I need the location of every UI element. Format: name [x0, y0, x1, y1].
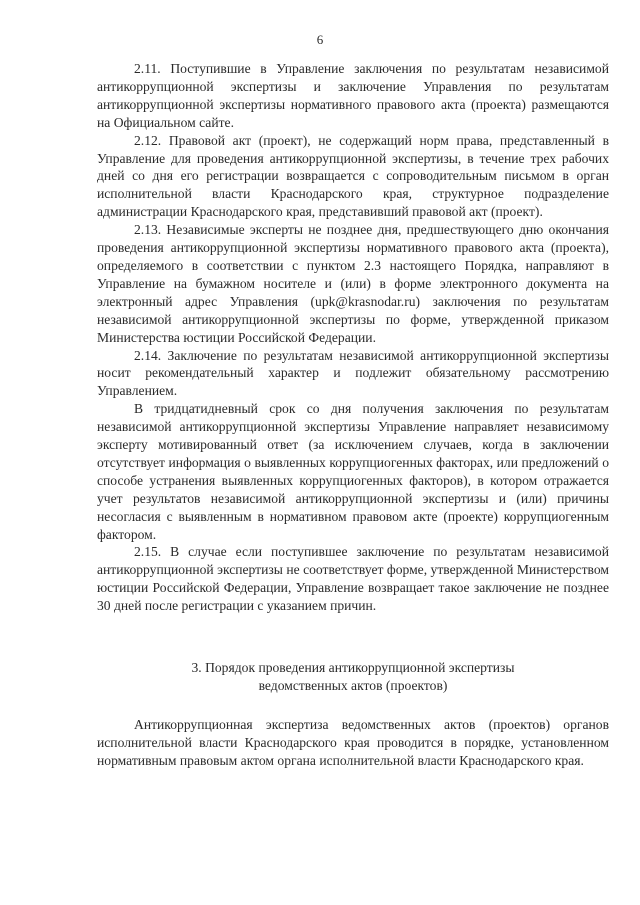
paragraph-2-14-response: В тридцатидневный срок со дня получения заключения по результатам независимой антикоррупционной экспертизы Управление направляет независимому эксперту мотивированный ответ (за исключением случаев, когда в заключении отсутствует информация о выявленных коррупциогенных факторах, или предложений о способе устранения выявленных коррупциогенных факторов), в котором отражается учет результатов независимой антикоррупционной экспертизы и (или) причины несогласия с выявленным в нормативном правовом акте (проекте) коррупциогенным фактором. [97, 401, 609, 542]
paragraph-2-15: 2.15. В случае если поступившее заключение по результатам независимой антикоррупционной экспертизы не соответствует форме, утвержденной Министерством юстиции Российской Федерации, Управление возвращает такое заключение не позднее 30 дней после регистрации с указанием причин. [97, 544, 609, 614]
paragraph-2-11: 2.11. Поступившие в Управление заключения по результатам независимой антикоррупционной экспертизы и заключение Управления по результатам антикоррупционной экспертизы нормативного правового акта (проекта) размещаются на Официальном сайте. [97, 61, 609, 130]
section-3-body [97, 716, 609, 770]
section-3-title-line-2: ведомственных актов (проектов) [258, 678, 448, 694]
paragraph-2-12: 2.12. Правовой акт (проект), не содержащий норм права, представленный в Управление для проведения антикоррупционной экспертизы, в течение трех рабочих дней со дня его регистрации возвращается с сопроводительным письмом в орган исполнительной власти Краснодарского края, структурное подразделение администрации Краснодарского края, представивший правовой акт (проект). [97, 132, 609, 220]
section-3-title-line-1: 3. Порядок проведения антикоррупционной экспертизы [191, 660, 515, 676]
page-number: 6 [316, 32, 324, 47]
paragraph-section-3: Антикоррупционная экспертиза ведомственных актов (проектов) органов исполнительной власти Краснодарского края проводится в порядке, установленном нормативным правовым актом органа исполнительной власти Краснодарского края. [97, 717, 609, 768]
document-body [97, 60, 609, 770]
paragraph-2-13: 2.13. Независимые эксперты не позднее дня, предшествующего дню окончания проведения антикоррупционной экспертизы нормативного правового акта (проекта), определяемого в соответствии с пунктом 2.3 настоящего Порядка, направляют в Управление на бумажном носителе и (или) в форме электронного документа на электронный адрес Управления (upk@krasnodar.ru) заключения по результатам независимой антикоррупционной экспертизы по форме, утвержденной приказом Министерства юстиции Российской Федерации. [97, 222, 609, 345]
paragraph-2-14: 2.14. Заключение по результатам независимой антикоррупционной экспертизы носит рекомендательный характер и подлежит обязательному рассмотрению Управлением. [97, 347, 609, 399]
section-3-heading [97, 659, 609, 695]
